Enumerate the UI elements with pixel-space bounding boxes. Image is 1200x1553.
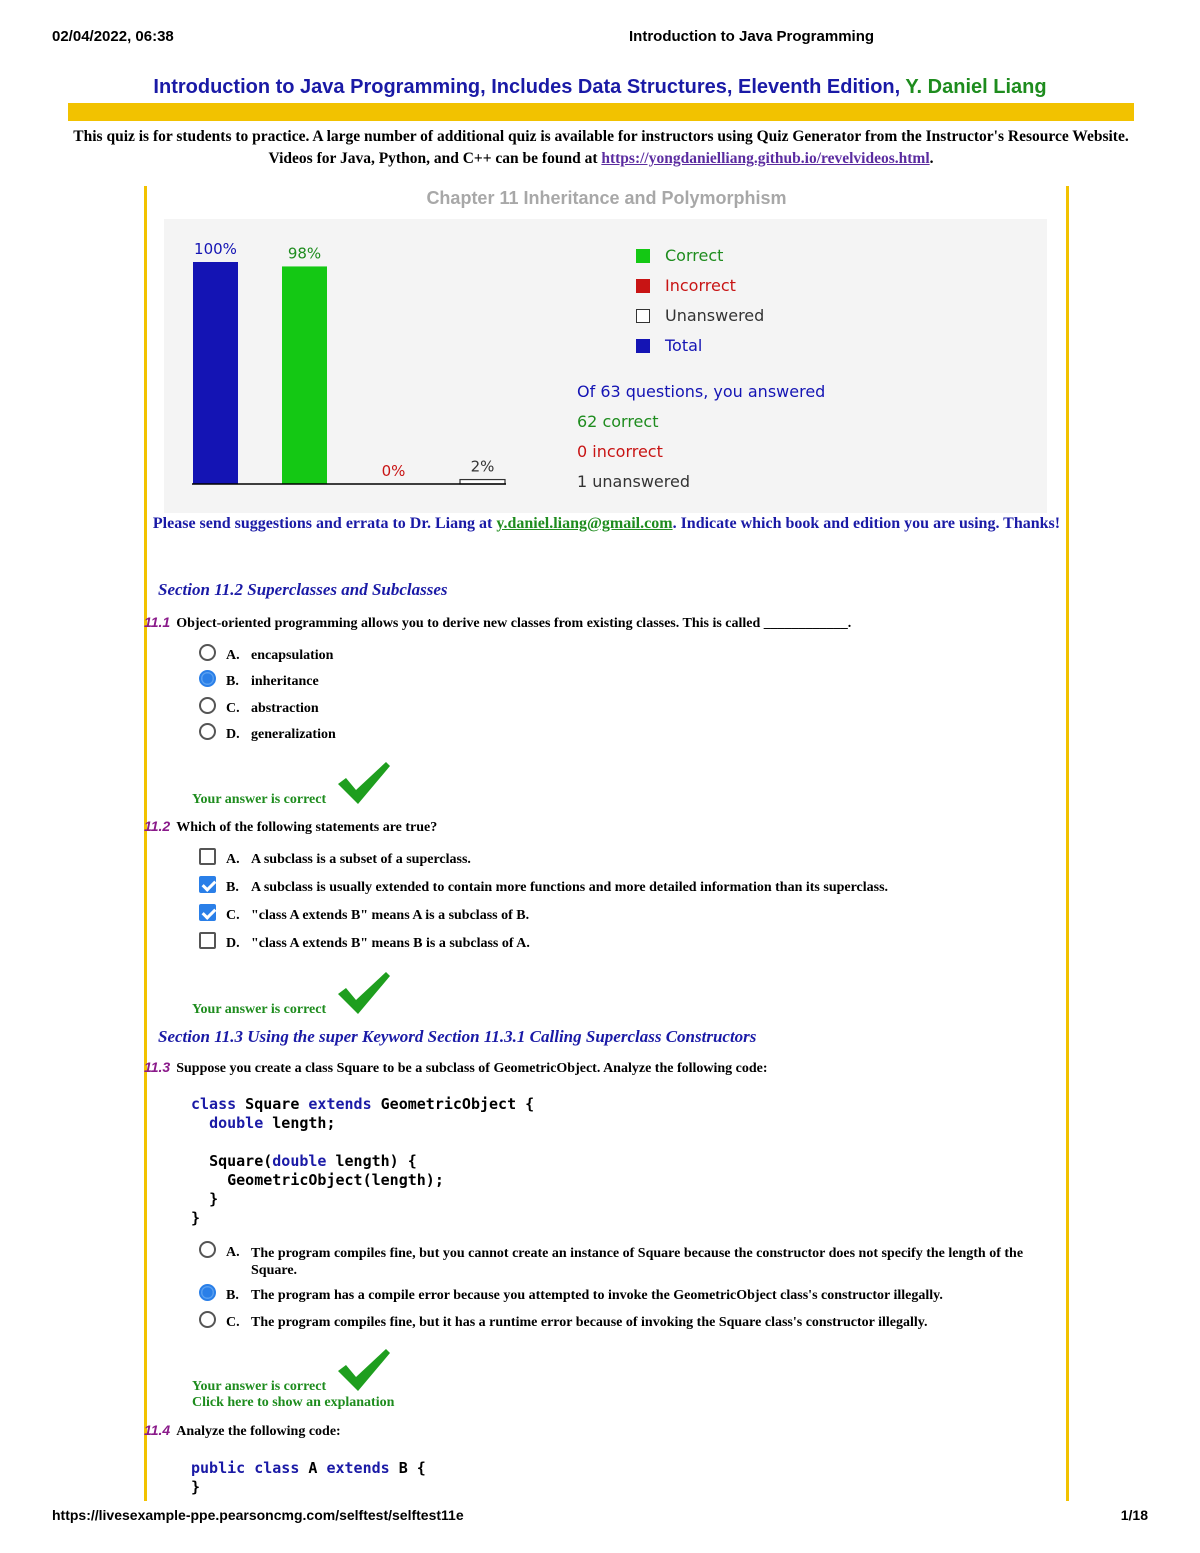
option-letter: A. — [226, 852, 240, 867]
content-border-left — [144, 186, 147, 1501]
content-border-right — [1066, 186, 1069, 1501]
option-letter: B. — [226, 1288, 239, 1303]
contact-pre: Please send suggestions and errata to Dr. Liang at — [152, 515, 493, 532]
print-header — [52, 28, 1148, 48]
legend-label-correct: Correct — [665, 246, 724, 265]
correct-checkmark-icon — [336, 1347, 392, 1393]
book-title-text: Introduction to Java Programming, Includes Data Structures, Eleventh Edition, — [153, 76, 901, 98]
legend-swatch-correct — [636, 249, 650, 263]
print-footer — [52, 1507, 1148, 1527]
results-panel — [164, 219, 1047, 513]
option-letter: A. — [226, 1245, 240, 1260]
code-line: } — [191, 1209, 201, 1227]
question-number: 11.1 — [144, 614, 171, 630]
videos-link[interactable]: https://yongdanielliang.github.io/revelvideos.html — [601, 150, 930, 167]
checkbox[interactable] — [199, 848, 216, 865]
q3-feedback: Your answer is correct — [192, 1379, 327, 1394]
bar-label-unanswered: 2% — [470, 457, 495, 476]
section-heading-11-3: Section 11.3 Using the super Keyword Section 11.3.1 Calling Superclass Constructors — [158, 1027, 757, 1046]
option-text: abstraction — [251, 701, 319, 716]
summary-unanswered: 1 unanswered — [577, 472, 690, 491]
option-text: The program compiles fine, but you cannot create an instance of Square because the constructor does not specify the length of the Square. — [251, 1246, 1024, 1278]
contact-email-link[interactable]: y.daniel.liang@gmail.com — [496, 515, 673, 532]
option-text: generalization — [251, 727, 336, 742]
intro-end: . — [929, 150, 934, 167]
section-heading-11-2: Section 11.2 Superclasses and Subclasses — [158, 580, 448, 599]
code-line: public class A extends B { — [191, 1459, 426, 1477]
print-url: https://livesexample-ppe.pearsoncmg.com/selftest/selftest11e — [52, 1507, 464, 1523]
legend-swatch-incorrect — [636, 279, 650, 293]
bar-label-correct: 98% — [287, 244, 322, 263]
option-letter: C. — [226, 1315, 240, 1330]
legend-swatch-unanswered — [636, 309, 650, 323]
option-letter: C. — [226, 908, 240, 923]
question-stem: Suppose you create a class Square to be a subclass of GeometricObject. Analyze the following code: — [176, 1061, 768, 1076]
question-stem: Object-oriented programming allows you to derive new classes from existing classes. This is called ____________. — [176, 616, 852, 631]
intro-paragraph — [68, 126, 1134, 170]
q1-feedback: Your answer is correct — [192, 792, 327, 807]
summary-incorrect: 0 incorrect — [577, 442, 663, 461]
radio-button[interactable] — [199, 697, 216, 714]
option-text: "class A extends B" means A is a subclass of B. — [251, 908, 530, 923]
option-letter: D. — [226, 936, 240, 951]
book-title — [0, 76, 1200, 99]
contact-post: . Indicate which book and edition you are using. Thanks! — [672, 515, 1061, 532]
option-text: inheritance — [251, 674, 319, 689]
question-stem: Analyze the following code: — [176, 1424, 341, 1439]
results-summary — [577, 377, 825, 497]
code-line: class Square extends GeometricObject { — [191, 1095, 535, 1113]
radio-button[interactable] — [199, 1241, 216, 1258]
q2-feedback: Your answer is correct — [192, 1002, 327, 1017]
book-author: Y. Daniel Liang — [905, 76, 1047, 98]
results-chart — [164, 219, 604, 513]
code-line: double length; — [209, 1114, 336, 1132]
question-11-1 — [144, 614, 851, 632]
checkbox-checked[interactable] — [199, 904, 216, 921]
question-number: 11.2 — [144, 818, 171, 834]
radio-button[interactable] — [199, 644, 216, 661]
question-number: 11.3 — [144, 1059, 171, 1075]
legend-label-total: Total — [665, 336, 703, 355]
radio-button-selected[interactable] — [199, 1284, 216, 1301]
intro-text: This quiz is for students to practice. A large number of additional quiz is available for instructors using Quiz Generator from the Instructor's Resource Website. Videos for Java, Python, and C++ can be found at — [73, 128, 1129, 167]
question-11-3 — [144, 1059, 768, 1077]
option-text: A subclass is a subset of a superclass. — [251, 852, 471, 867]
print-doc-title: Introduction to Java Programming — [629, 28, 875, 45]
option-text: The program has a compile error because you attempted to invoke the GeometricObject class's constructor illegally. — [251, 1288, 943, 1303]
question-number: 11.4 — [144, 1422, 171, 1438]
radio-button[interactable] — [199, 723, 216, 740]
bar-correct — [282, 266, 327, 484]
code-line: GeometricObject(length); — [227, 1171, 444, 1189]
question-stem: Which of the following statements are true? — [176, 820, 438, 835]
option-text: "class A extends B" means B is a subclass of A. — [251, 936, 530, 951]
option-text: The program compiles fine, but it has a runtime error because of invoking the Square class's constructor illegally. — [251, 1315, 928, 1330]
chapter-title: Chapter 11 Inheritance and Polymorphism — [426, 188, 787, 208]
show-explanation-link[interactable]: Click here to show an explanation — [192, 1395, 395, 1410]
code-line: } — [209, 1190, 219, 1208]
summary-correct: 62 correct — [577, 412, 659, 431]
option-letter: D. — [226, 727, 240, 742]
option-letter: B. — [226, 880, 239, 895]
option-text: A subclass is usually extended to contain more functions and more detailed information than its superclass. — [251, 880, 889, 895]
code-line: } — [191, 1478, 201, 1496]
q4-code-block — [191, 1459, 426, 1497]
radio-button[interactable] — [199, 1311, 216, 1328]
correct-checkmark-icon — [336, 970, 392, 1016]
bar-label-incorrect: 0% — [381, 462, 406, 480]
summary-total: Of 63 questions, you answered — [577, 382, 826, 401]
print-page-number: 1/18 — [1120, 1507, 1148, 1523]
bar-label-total: 100% — [194, 240, 237, 258]
code-line: Square(double length) { — [209, 1152, 417, 1170]
print-date: 02/04/2022, 06:38 — [52, 28, 174, 45]
title-bar-divider — [68, 103, 1134, 121]
option-letter: B. — [226, 674, 239, 689]
q3-code-block — [191, 1095, 534, 1228]
legend-label-incorrect: Incorrect — [665, 276, 736, 295]
checkbox-checked[interactable] — [199, 876, 216, 893]
radio-button-selected[interactable] — [199, 670, 216, 687]
bar-total — [193, 262, 238, 484]
checkbox[interactable] — [199, 932, 216, 949]
option-text: encapsulation — [251, 648, 334, 663]
contact-note — [147, 513, 1066, 535]
legend-swatch-total — [636, 339, 650, 353]
legend-label-unanswered: Unanswered — [665, 306, 765, 325]
correct-checkmark-icon — [336, 760, 392, 806]
option-letter: C. — [226, 701, 240, 716]
option-letter: A. — [226, 648, 240, 663]
question-11-4 — [144, 1422, 341, 1440]
question-11-2 — [144, 818, 437, 836]
